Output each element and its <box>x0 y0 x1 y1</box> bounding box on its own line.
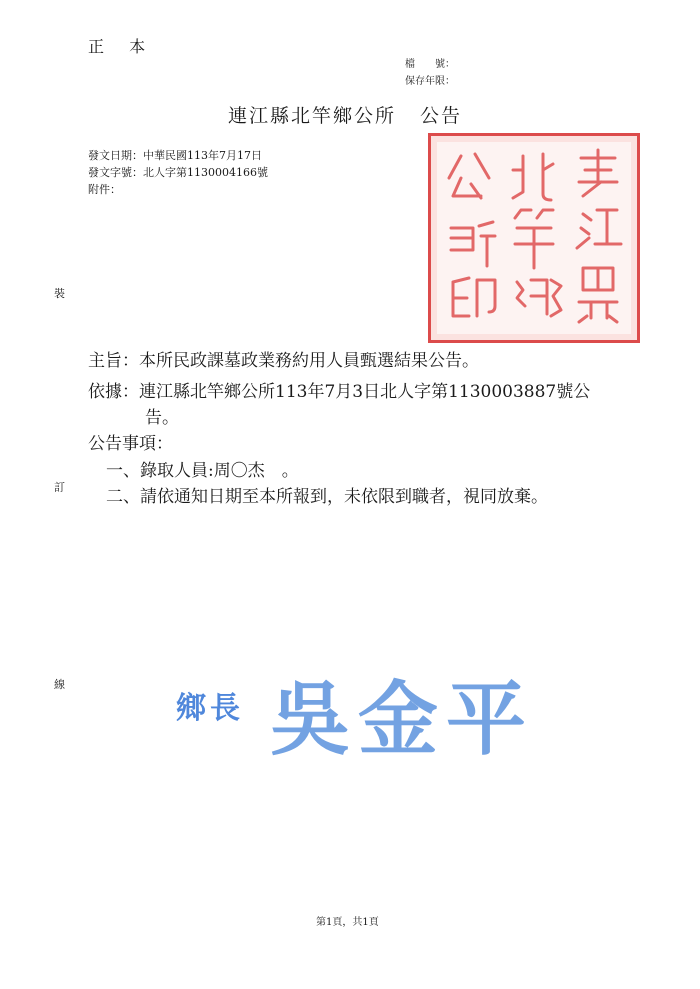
file-number-label: 檔 號： <box>405 59 455 70</box>
announcement-item-2: 二、請依通知日期至本所報到，未依限到職者，視同放棄。 <box>106 487 548 507</box>
document-type: 公告 <box>420 105 463 127</box>
signature-name-stamp: 吳金平 <box>270 672 534 766</box>
subject-line: 主旨：本所民政課墓政業務約用人員甄選結果公告。 <box>88 351 479 371</box>
basis-line: 依據：連江縣北竿鄉公所113年7月3日北人字第1130003887號公 <box>88 382 591 402</box>
official-seal <box>428 133 640 343</box>
signature-title-stamp: 鄉長 <box>176 691 244 726</box>
agency-name: 連江縣北竿鄉公所 <box>228 105 397 127</box>
page-title <box>228 101 462 128</box>
retention-period-label: 保存年限： <box>405 76 455 87</box>
announcement-items-header: 公告事項： <box>88 434 173 454</box>
binding-mark-xian: 線 <box>54 678 65 691</box>
basis-line-continued: 告。 <box>145 408 179 428</box>
attachment-label: 附件： <box>88 183 121 196</box>
page-number: 第1頁，共1頁 <box>316 917 379 928</box>
copy-type-label: 正 本 <box>88 37 156 56</box>
issue-date: 發文日期：中華民國113年7月17日 <box>88 149 262 162</box>
binding-mark-ding: 訂 <box>54 481 65 494</box>
binding-mark-zhuang: 裝 <box>54 287 65 300</box>
document-number: 發文字號：北人字第1130004166號 <box>88 166 268 179</box>
official-seal-graphic <box>431 136 637 340</box>
announcement-item-1: 一、錄取人員:周〇杰 。 <box>106 461 299 481</box>
